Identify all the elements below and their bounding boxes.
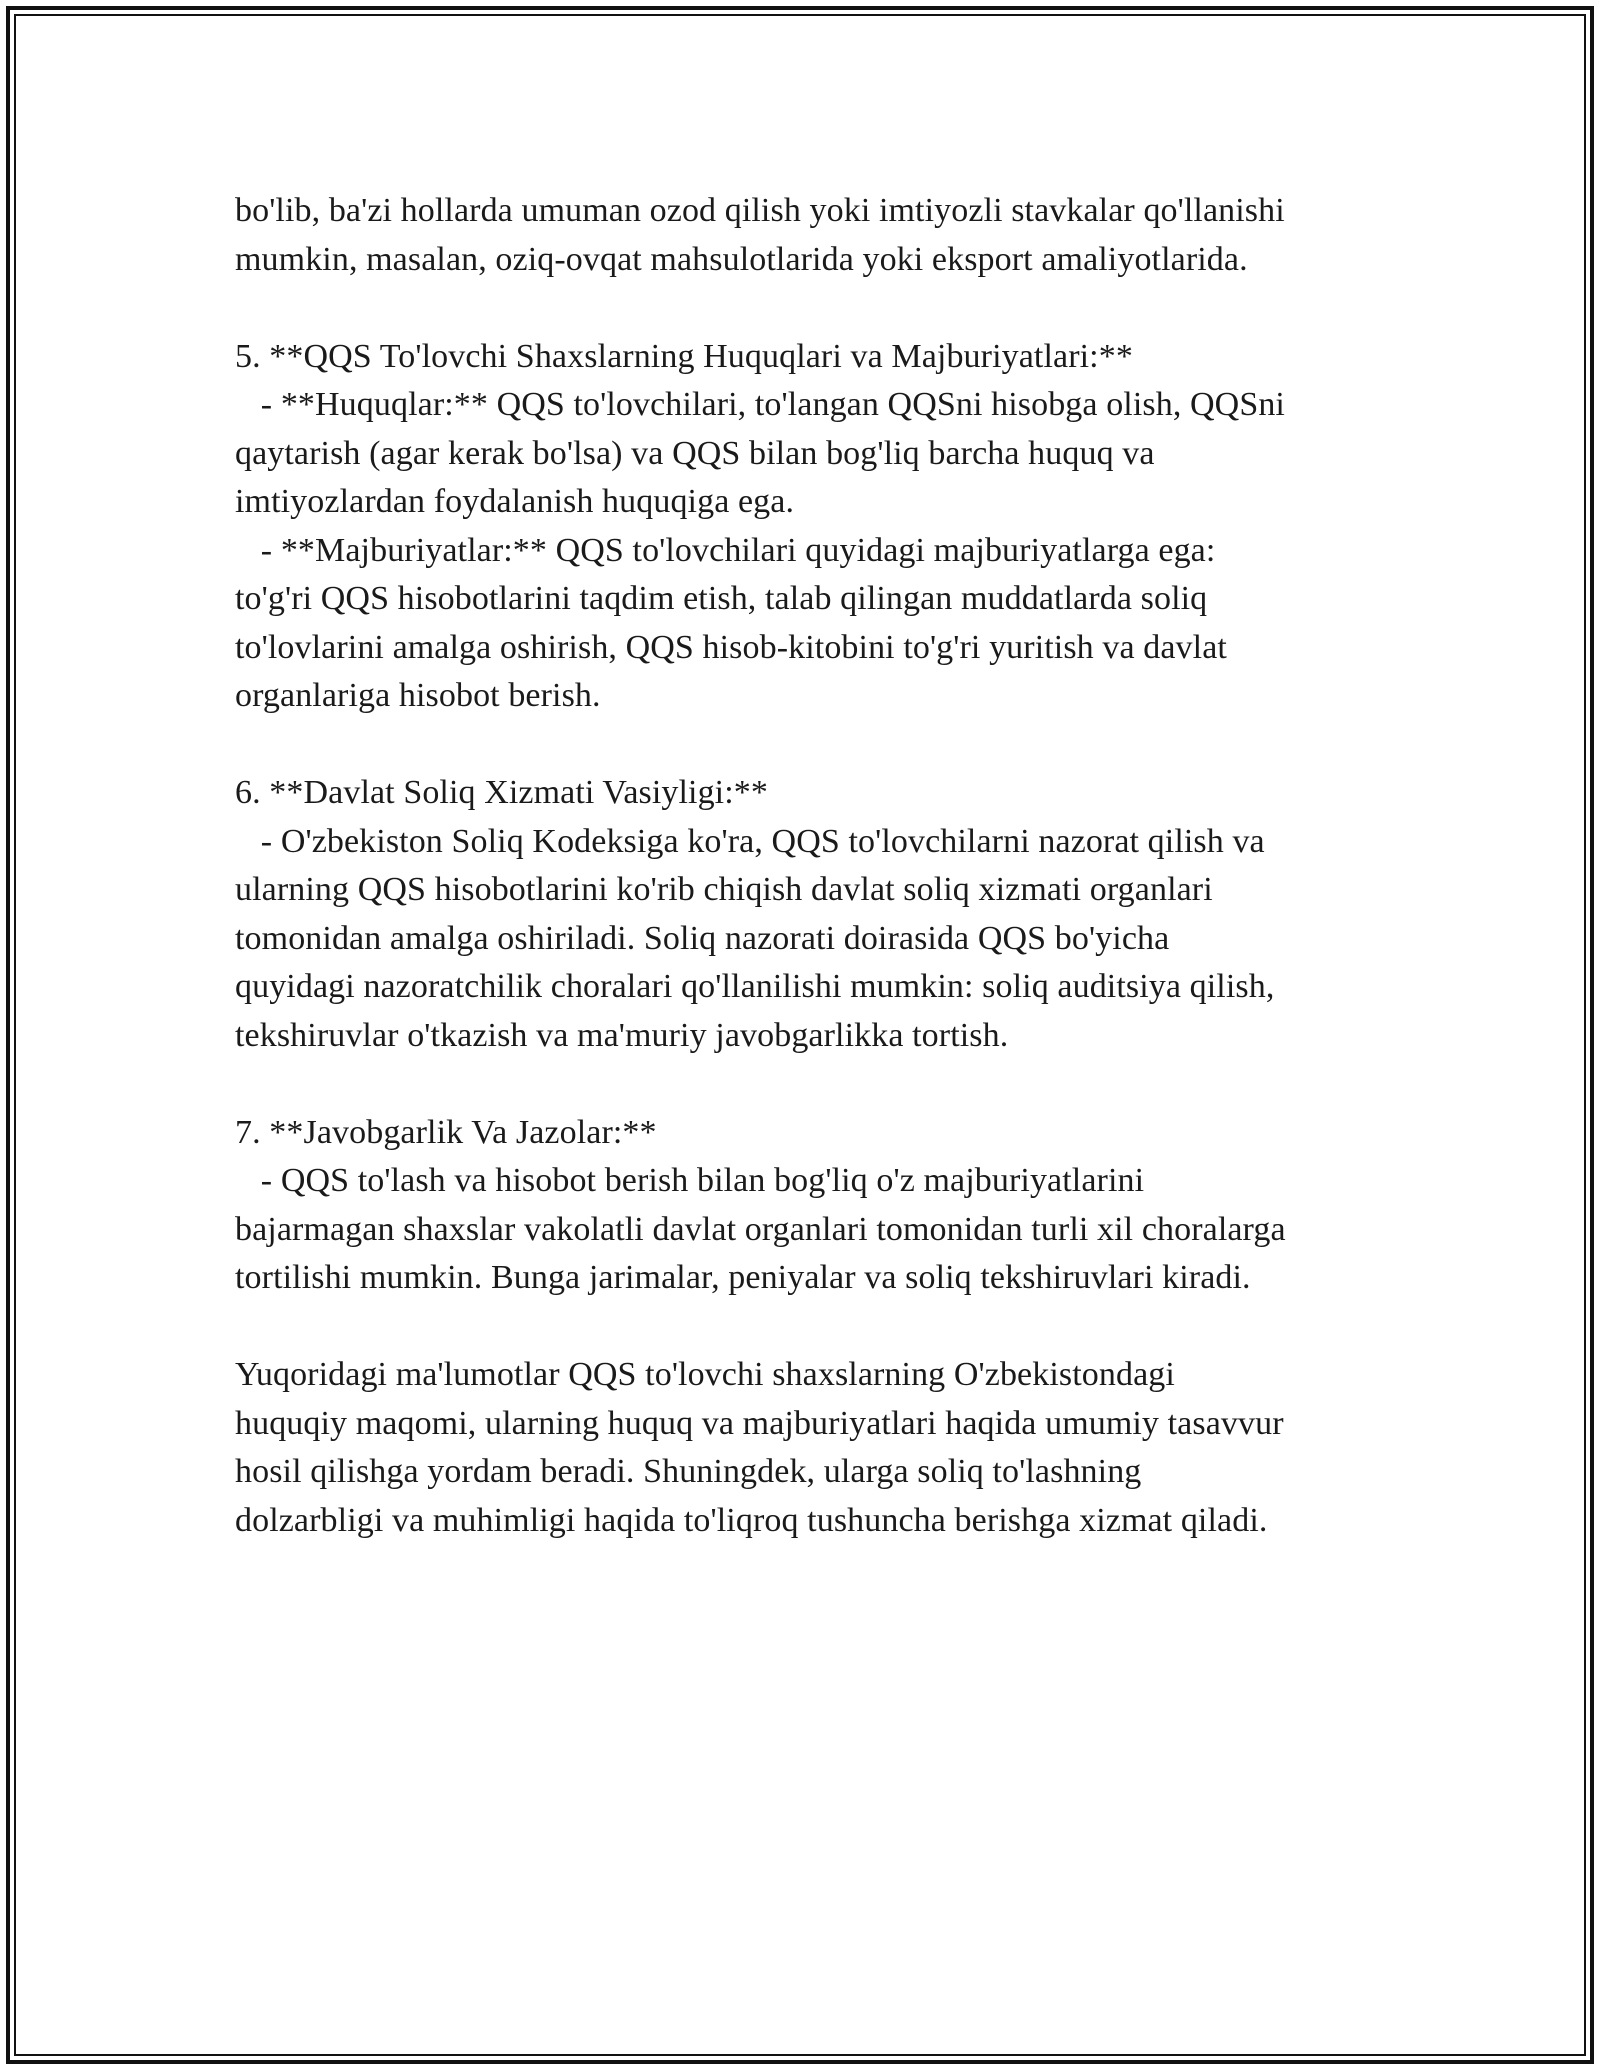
document-body <box>235 187 1385 1545</box>
conclusion-paragraph <box>235 1351 1385 1545</box>
text-line: organlariga hisobot berish. <box>235 677 601 714</box>
text-line: ularning QQS hisobotlarini ko'rib chiqish davlat soliq xizmati organlari <box>235 871 1213 908</box>
text-line: - **Majburiyatlar:** QQS to'lovchilari quyidagi majburiyatlarga ega: <box>235 531 1216 569</box>
section-heading: 5. **QQS To'lovchi Shaxslarning Huquqlari va Majburiyatlari:** <box>235 337 1133 375</box>
text-line: to'lovlarini amalga oshirish, QQS hisob-kitobini to'g'ri yuritish va davlat <box>235 628 1227 666</box>
text-line: Yuqoridagi ma'lumotlar QQS to'lovchi shaxslarning O'zbekistondagi <box>235 1356 1175 1393</box>
text-line: mumkin, masalan, oziq-ovqat mahsulotlarida yoki eksport amaliyotlarida. <box>235 240 1248 278</box>
intro-paragraph <box>235 187 1385 284</box>
section-7 <box>235 1109 1385 1303</box>
section-heading: 7. **Javobgarlik Va Jazolar:** <box>235 1113 657 1151</box>
text-line: tortilishi mumkin. Bunga jarimalar, peniyalar va soliq tekshiruvlari kiradi. <box>235 1259 1251 1296</box>
text-line: bajarmagan shaxslar vakolatli davlat organlari tomonidan turli xil choralarga <box>235 1210 1286 1248</box>
paragraph-spacer <box>235 1060 1385 1109</box>
paragraph-spacer <box>235 721 1385 770</box>
paragraph-spacer <box>235 284 1385 333</box>
section-6 <box>235 769 1385 1060</box>
text-line: huquqiy maqomi, ularning huquq va majburiyatlari haqida umumiy tasavvur <box>235 1404 1284 1442</box>
text-line: hosil qilishga yordam beradi. Shuningdek, ularga soliq to'lashning <box>235 1453 1142 1490</box>
text-line: dolzarbligi va muhimligi haqida to'liqroq tushuncha berishga xizmat qiladi. <box>235 1501 1268 1539</box>
text-line: to'g'ri QQS hisobotlarini taqdim etish, talab qilingan muddatlarda soliq <box>235 580 1208 617</box>
paragraph-spacer <box>235 1303 1385 1352</box>
text-line: quyidagi nazoratchilik choralari qo'llanilishi mumkin: soliq auditsiya qilish, <box>235 968 1275 1005</box>
text-line: qaytarish (agar kerak bo'lsa) va QQS bilan bog'liq barcha huquq va <box>235 434 1155 472</box>
text-line: - O'zbekiston Soliq Kodeksiga ko'ra, QQS to'lovchilarni nazorat qilish va <box>235 822 1265 860</box>
section-5 <box>235 333 1385 721</box>
section-heading: 6. **Davlat Soliq Xizmati Vasiyligi:** <box>235 774 768 811</box>
text-line: tekshiruvlar o'tkazish va ma'muriy javobgarlikka tortish. <box>235 1016 1009 1054</box>
text-line: tomonidan amalga oshiriladi. Soliq nazorati doirasida QQS bo'yicha <box>235 919 1170 957</box>
text-line: bo'lib, ba'zi hollarda umuman ozod qilish yoki imtiyozli stavkalar qo'llanishi <box>235 192 1285 229</box>
text-line: - **Huquqlar:** QQS to'lovchilari, to'langan QQSni hisobga olish, QQSni <box>235 386 1285 423</box>
text-line: - QQS to'lash va hisobot berish bilan bog'liq o'z majburiyatlarini <box>235 1162 1145 1199</box>
text-line: imtiyozlardan foydalanish huquqiga ega. <box>235 483 795 520</box>
